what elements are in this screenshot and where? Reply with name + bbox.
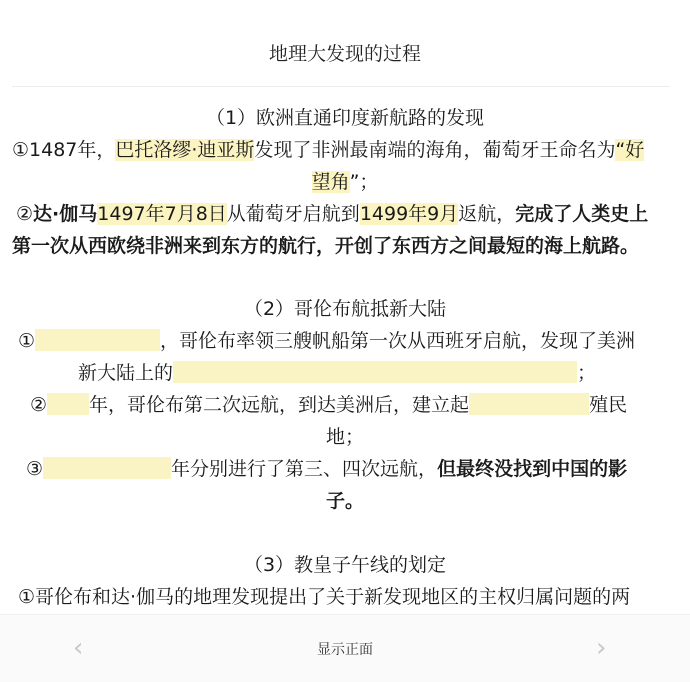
section2-item1-line2: 新大陆上的 ；: [78, 362, 597, 384]
section2-item2-line2: 地；: [325, 426, 364, 448]
card-footer: [0, 614, 690, 682]
explorer-name-highlight: 巴托洛缪·迪亚斯: [115, 139, 255, 161]
cape-name-highlight: “好: [615, 139, 645, 161]
section3-heading: （3）教皇子午线的划定: [243, 554, 447, 576]
explorer-name-bold: 达·伽马: [33, 203, 98, 225]
show-front-button[interactable]: 显示正面: [317, 642, 373, 658]
departure-date-highlight: 1497年7月8日: [97, 203, 227, 225]
return-date-highlight: 1499年9月: [359, 203, 459, 225]
chevron-left-icon[interactable]: ‹: [73, 633, 84, 663]
section2-item2-line1: ② 年，哥伦布第二次远航，到达美洲后，建立起 殖民: [30, 394, 628, 416]
section2-item1-line1: ① ，哥伦布率领三艘帆船第一次从西班牙启航，发现了美洲: [18, 330, 636, 352]
chevron-right-icon[interactable]: ›: [596, 633, 607, 663]
fill-blank-discovery[interactable]: [173, 361, 577, 383]
section1-heading: （1）欧洲直通印度新航路的发现: [205, 107, 485, 129]
section2-heading: （2）哥伦布航抵新大陆: [243, 298, 447, 320]
fill-blank-colony[interactable]: [469, 393, 589, 415]
section1-item1-line2: 望角”；: [311, 171, 379, 193]
section2-item3-line1: ③ 年分别进行了第三、四次远航，但最终没找到中国的影: [26, 458, 628, 480]
title-divider: [12, 86, 670, 87]
section3-item1-line1: ①哥伦布和达·伽马的地理发现提出了关于新发现地区的主权归属问题的两: [18, 586, 631, 608]
fill-blank-years[interactable]: [43, 457, 171, 479]
cape-name-highlight-2: 望角: [311, 171, 350, 193]
fill-blank-date[interactable]: [35, 329, 160, 351]
section1-item1-line1: ①1487年，巴托洛缪·迪亚斯发现了非洲最南端的海角，葡萄牙王命名为“好: [12, 139, 645, 161]
page-title: 地理大发现的过程: [268, 43, 421, 65]
section1-item2-line2: 第一次从西欧绕非洲来到东方的航行，开创了东西方之间最短的海上航路。: [12, 235, 640, 257]
fill-blank-year[interactable]: [47, 393, 89, 415]
section1-item2-line1: ②达·伽马1497年7月8日从葡萄牙启航到1499年9月返航，完成了人类史上: [16, 203, 649, 225]
section2-item3-line2: 子。: [325, 490, 364, 512]
